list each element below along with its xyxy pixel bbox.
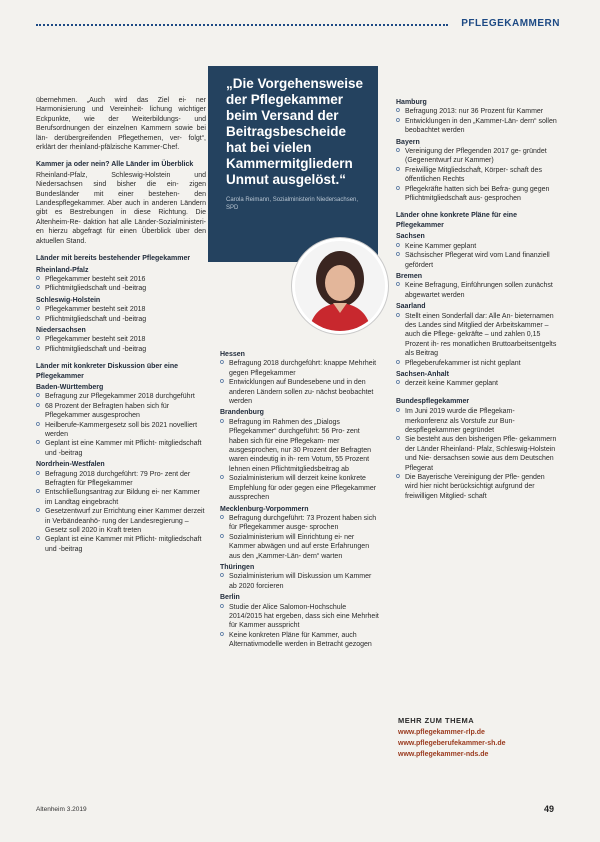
- state-list: [220, 418, 380, 503]
- portrait-photo: [292, 238, 388, 334]
- state-list: [36, 275, 206, 294]
- state-heading: Sachsen: [396, 233, 425, 241]
- intro-paragraph: übernehmen. „Auch wird das Ziel ei- ner Harmonisierung und Vereinheit- lichung wichtiger Eckpunkte, wie der Weiterbildungs- und Berufsordnungen der einzelnen Kammern sowie bei län- derübergreifenden Pflegethemen, ver- folgt“, erklärt der rheinland-pfälzische Kammer-Chef.: [36, 97, 206, 152]
- list-item: o Pflichtmitgliedschaft und -beitrag: [36, 315, 206, 324]
- state-heading: Hessen: [220, 351, 245, 358]
- footer-issue: Altenheim 3.2019: [36, 806, 87, 813]
- link-nds[interactable]: www.pflegekammer-nds.de: [398, 751, 489, 758]
- list-item: o Befragung zur Pflegekammer 2018 durchgeführt: [36, 392, 206, 401]
- state-heading: Rheinland-Pfalz: [36, 266, 89, 274]
- state-heading: Hamburg: [396, 99, 427, 106]
- list-item: o Sozialministerium will Einrichtung ei- ner Kammer abwägen und auf erste Erfahrungen aus den „Kammer-Län- dern“ warten: [220, 533, 380, 561]
- list-item: o Die Bayerische Vereinigung der Pfle- genden wird hier nicht berücksichtigt aufgrund der freiwilligen Mitglied- schaft: [396, 473, 558, 501]
- section-title: PFLEGEKAMMERN: [461, 18, 560, 29]
- section-header: [36, 18, 560, 32]
- list-item: o Im Juni 2019 wurde die Pflegekam- merkonferenz als Vorstufe zur Bun- despflegekammer gegründet: [396, 407, 558, 435]
- list-item: o Keine Befragung, Einführungen sollen zunächst abgewartet werden: [396, 281, 558, 300]
- state-heading: Bayern: [396, 138, 420, 146]
- state-list: [220, 603, 380, 650]
- list-item: o Pflegekammer besteht seit 2018: [36, 335, 206, 344]
- state-list: [36, 470, 206, 555]
- federal-list: [396, 407, 558, 501]
- list-item: o Geplant ist eine Kammer mit Pflicht- mitgliedschaft und -beitrag: [36, 535, 206, 554]
- pull-quote-citation: Carola Reimann, Sozialministerin Niedersachsen, SPD: [226, 197, 359, 211]
- state-list: [36, 335, 206, 354]
- heading-no-plans: Länder ohne konkrete Pläne für eine Pflegekammer: [396, 212, 517, 229]
- list-item: o Sie besteht aus den bisherigen Pfle- gekammern der Länder Rheinland- Pfalz, Schleswig-Holstein und Nie- dersachsen sowie aus dem Deutschen Pflegerat: [396, 435, 558, 473]
- overview-paragraph: Rheinland-Pfalz, Schleswig-Holstein und Niedersachsen sind bisher die ein- zigen Bundesländer mit einer bestehen- den Landespflegekammer. Aber auch in anderen Ländern gibt es Bestrebungen in diese Richtung. Die Altenheim-Re- daktion hat alle Länder-Sozialministeri- en hierzu abgefragt für einen Überblick über den aktuellen Stand.: [36, 171, 206, 245]
- list-item: o Pflegekammer besteht seit 2016: [36, 275, 206, 284]
- list-item: o Studie der Alice Salomon-Hochschule 2014/2015 hat ergeben, dass sich eine Mehrheit für Kammer ausspricht: [220, 603, 380, 631]
- state-list: [396, 147, 558, 203]
- list-item: o Geplant ist eine Kammer mit Pflicht- mitgliedschaft und -beitrag: [36, 439, 206, 458]
- state-list: [396, 379, 558, 388]
- state-heading: Bremen: [396, 272, 423, 280]
- list-item: o Keine Kammer geplant: [396, 242, 558, 251]
- list-item: o Sächsischer Pflegerat wird vom Land finanziell gefördert: [396, 251, 558, 270]
- list-item: o Freiwillige Mitgliedschaft, Körper- schaft des öffentlichen Rechts: [396, 166, 558, 185]
- list-item: o Befragung 2018 durchgeführt: knappe Mehrheit gegen Pflegekammer: [220, 359, 380, 378]
- link-rlp[interactable]: www.pflegekammer-rlp.de: [398, 729, 485, 736]
- link-sh[interactable]: www.pflegeberufekammer-sh.de: [398, 740, 506, 747]
- pull-quote-box: [208, 66, 378, 262]
- list-item: o Keine konkreten Pläne für Kammer, auch Alternativmodelle werden in Betracht gezogen: [220, 631, 380, 650]
- portrait-illustration: [295, 241, 385, 331]
- state-list: [36, 305, 206, 324]
- list-item: o Entwicklungen in den „Kammer-Län- dern“ sollen beobachtet werden: [396, 117, 558, 136]
- more-title: MEHR ZUM THEMA: [398, 716, 475, 725]
- list-item: o Sozialministerium will derzeit keine konkrete Empfehlung für oder gegen eine Pflegekammer aussprechen: [220, 474, 380, 502]
- state-heading: Baden-Württemberg: [36, 383, 104, 391]
- list-item: o Pflegekräfte hatten sich bei Befra- gung gegen Pflichtmitgliedschaft aus- gesprochen: [396, 185, 558, 204]
- list-item: o Entschließungsantrag zur Bildung ei- ner Kammer im Landtag eingebracht: [36, 488, 206, 507]
- list-item: o Pflichtmitgliedschaft und -beitrag: [36, 284, 206, 293]
- page-number: 49: [544, 804, 555, 814]
- heading-existing-chambers: Länder mit bereits bestehender Pflegekammer: [36, 255, 191, 263]
- state-heading: Mecklenburg-Vorpommern: [220, 505, 309, 513]
- state-heading: Niedersachsen: [36, 326, 86, 334]
- state-list: [220, 572, 380, 591]
- list-item: o Stellt einen Sonderfall dar: Alle An- bieternamen des Landes sind Mitglied der Arbeitskammer – auch die Pflege- gekräfte – und zahlen 0,15 Prozent ih- res monatlichen Bruttoarbeitsentgelts als Beitrag: [396, 312, 558, 359]
- pull-quote-text: „Die Vorgehensweise der Pflegekammer beim Versand der Beitragsbescheide hat bei vielen Kammermitgliedern Unmut ausgelöst.“: [226, 76, 364, 187]
- state-heading: Nordrhein-Westfalen: [36, 461, 105, 469]
- state-list: [396, 312, 558, 368]
- list-item: o Heilberufe-Kammergesetz soll bis 2021 novelliert werden: [36, 421, 206, 440]
- state-list: [396, 107, 558, 135]
- state-list: [396, 242, 558, 270]
- heading-overview: Kammer ja oder nein? Alle Länder im Überblick: [36, 161, 194, 169]
- state-heading: Berlin: [220, 594, 240, 602]
- list-item: o Befragung im Rahmen des „Dialogs Pflegekammer“ durchgeführt: 56 Pro- zent haben sich für eine Pflegekam- mer ausgesprochen, nur 30 Prozent der Befragten waren eindeutig in ih- rem Votum, 55 Prozent lehnen einen Pflichtmitgliedsbeitrag ab: [220, 418, 380, 474]
- column-middle: [220, 348, 380, 652]
- state-heading: Sachsen-Anhalt: [396, 370, 449, 378]
- state-heading: Saarland: [396, 303, 426, 311]
- state-list: [220, 514, 380, 561]
- list-item: o 68 Prozent der Befragten haben sich für Pflegekammer ausgesprochen: [36, 402, 206, 421]
- state-list: [220, 359, 380, 406]
- list-item: o Pflegekammer besteht seit 2018: [36, 305, 206, 314]
- list-item: o derzeit keine Kammer geplant: [396, 379, 558, 388]
- list-item: o Pflichtmitgliedschaft und -beitrag: [36, 345, 206, 354]
- list-item: o Sozialministerium will Diskussion um Kammer ab 2020 forcieren: [220, 572, 380, 591]
- heading-discussion: Länder mit konkreter Diskussion über eine Pflegekammer: [36, 363, 178, 380]
- more-on-topic: [398, 716, 558, 760]
- list-item: o Befragung durchgeführt: 73 Prozent haben sich für Pflegekammer ausge- sprochen: [220, 514, 380, 533]
- heading-federal-chamber: Bundespflegekammer: [396, 397, 470, 405]
- state-heading: Thüringen: [220, 563, 255, 571]
- list-item: o Gesetzentwurf zur Errichtung einer Kammer derzeit in Verbändeanhö- rung der Landesregierung – Gesetz soll 2020 in Kraft treten: [36, 507, 206, 535]
- state-list: [396, 281, 558, 300]
- column-left: [36, 96, 206, 556]
- list-item: o Befragung 2018 durchgeführt: 79 Pro- zent der Befragten für Pflegekammer: [36, 470, 206, 489]
- column-right: [396, 96, 558, 503]
- state-heading: Schleswig-Holstein: [36, 296, 101, 304]
- state-heading: Brandenburg: [220, 409, 264, 417]
- list-item: o Entwicklungen auf Bundesebene und in den anderen Ländern sollen zu- nächst beobachtet werden: [220, 378, 380, 406]
- state-list: [36, 392, 206, 458]
- list-item: o Vereinigung der Pflegenden 2017 ge- gründet (Gegenentwurf zur Kammer): [396, 147, 558, 166]
- list-item: o Pflegeberufekammer ist nicht geplant: [396, 359, 558, 368]
- list-item: o Befragung 2013: nur 36 Prozent für Kammer: [396, 107, 558, 116]
- dotted-rule: [36, 24, 448, 26]
